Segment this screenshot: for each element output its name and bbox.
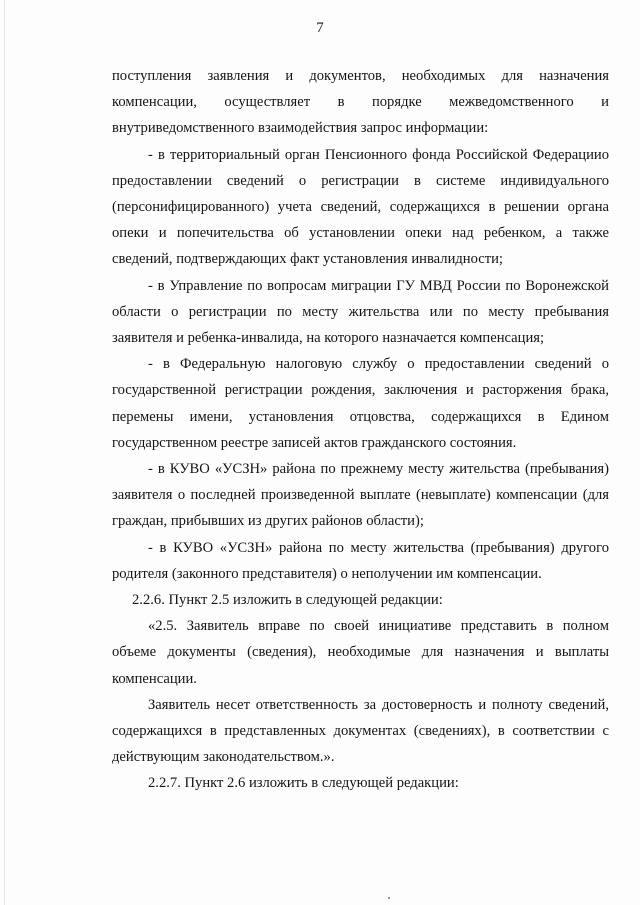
paragraph-2-5-quote: «2.5. Заявитель вправе по своей инициативе представить в полном объеме документы (сведения), необходимые для назначения и выплаты компенсации.	[112, 618, 609, 687]
document-body	[112, 63, 609, 797]
paragraph-intro: поступления заявления и документов, необходимых для назначения компенсации, осуществляет в порядке межведомственного и внутриведомственного взаимодействия запрос информации:	[112, 68, 609, 137]
paragraph-2-2-7: 2.2.7. Пункт 2.6 изложить в следующей редакции:	[148, 775, 459, 792]
list-item-pension-fund: - в территориальный орган Пенсионного фонда Российской Федерациио предоставлении сведений о регистрации в системе индивидуального (персонифицированного) учета сведений, содержащихся в решении органа опеки и попечительства об установлении опеки над ребенком, а также сведений, подтверждающих факт установления инвалидности;	[112, 146, 609, 268]
list-item-tax-service: - в Федеральную налоговую службу о предоставлении сведений о государственной регистрации рождения, заключения и расторжения брака, перемены имени, установления отцовства, содержащихся в Едином государственном реестре записей актов гражданского состояния.	[112, 356, 609, 451]
scan-edge-line	[4, 0, 5, 905]
scan-speck	[388, 897, 390, 899]
list-item-uszn-previous: - в КУВО «УСЗН» района по прежнему месту жительства (пребывания) заявителя о последней произведенной выплате (невыплате) компенсации (для граждан, прибывших из других районов области);	[112, 461, 609, 530]
paragraph-responsibility: Заявитель несет ответственность за достоверность и полноту сведений, содержащихся в представленных документах (сведениях), в соответствии с действующим законодательством.».	[112, 696, 609, 766]
paragraph-2-2-6: 2.2.6. Пункт 2.5 изложить в следующей редакции:	[132, 592, 443, 609]
list-item-uszn-other-parent: - в КУВО «УСЗН» района по месту жительства (пребывания) другого родителя (законного представителя) о неполучении им компенсации.	[112, 539, 609, 582]
list-item-migration: - в Управление по вопросам миграции ГУ МВД России по Воронежской области о регистрации по месту жительства или по месту пребывания заявителя и ребенка-инвалида, на которого назначается компенсация;	[112, 277, 609, 347]
page-number: 7	[316, 20, 324, 36]
